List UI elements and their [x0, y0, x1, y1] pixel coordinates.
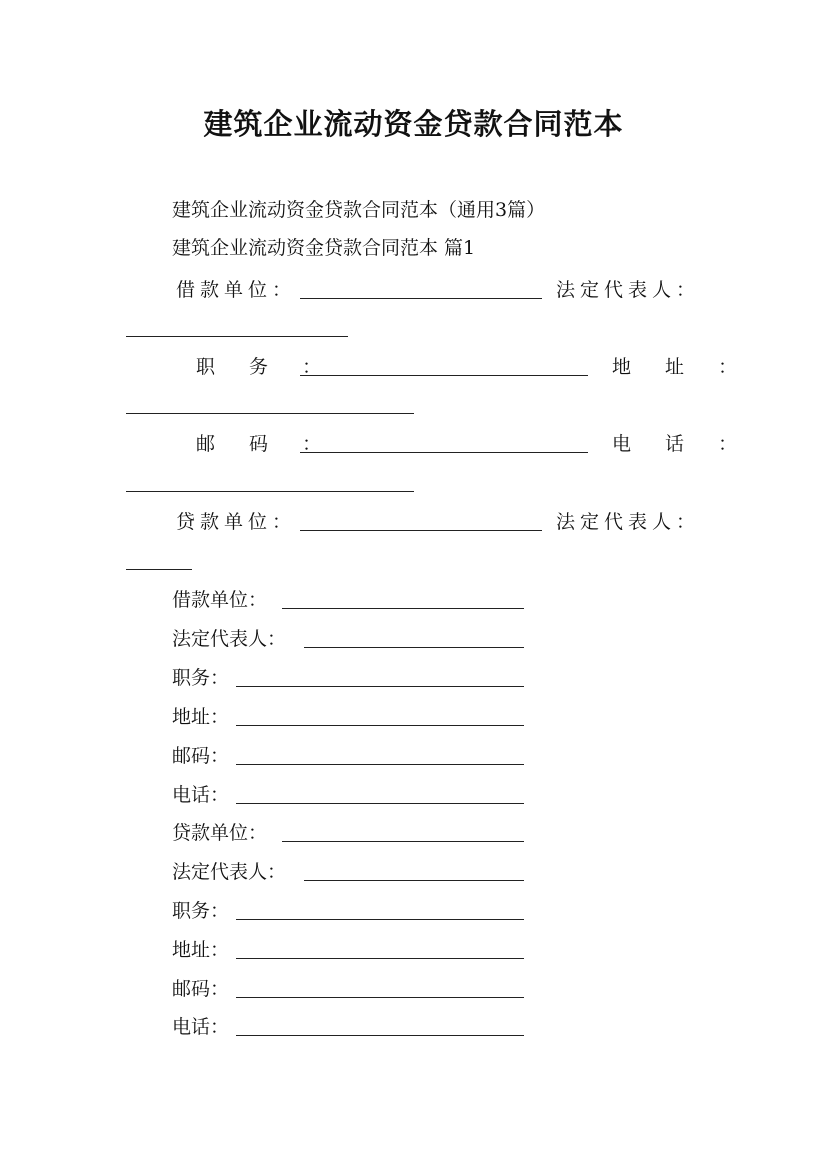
borrower-field-position-blank [236, 686, 524, 687]
address-label: 地 址 ： [612, 356, 752, 378]
legal-rep-blank [126, 336, 348, 337]
lender-unit-blank [300, 530, 542, 531]
position-blank [300, 375, 588, 376]
lender-field-phone: 电话： [172, 1016, 230, 1038]
borrower-field-phone-blank [236, 803, 524, 804]
lender-field-unit-blank [282, 841, 524, 842]
borrower-field-unit-blank [282, 608, 524, 609]
document-title: 建筑企业流动资金贷款合同范本 [203, 107, 624, 141]
lender-legal-rep-blank [126, 569, 192, 570]
lender-field-address: 地址： [172, 939, 230, 961]
lender-legal-rep-label: 法定代表人： [556, 511, 701, 533]
lender-field-legal-rep-blank [304, 880, 524, 881]
lender-field-position: 职务： [172, 900, 230, 922]
lender-field-legal-rep: 法定代表人： [172, 861, 287, 883]
borrower-field-address-blank [236, 725, 524, 726]
address-blank [126, 413, 414, 414]
section-heading: 建筑企业流动资金贷款合同范本 篇1 [172, 237, 476, 259]
borrower-field-address: 地址： [172, 706, 230, 728]
postcode-blank [300, 452, 588, 453]
postcode-label: 邮 码 ： [196, 433, 336, 455]
borrower-field-phone: 电话： [172, 784, 230, 806]
lender-field-unit: 贷款单位： [172, 822, 268, 844]
lender-field-postcode-blank [236, 997, 524, 998]
legal-rep-label: 法定代表人： [556, 279, 701, 301]
borrower-field-position: 职务： [172, 667, 230, 689]
borrower-field-postcode: 邮码： [172, 745, 230, 767]
borrower-field-legal-rep: 法定代表人： [172, 628, 287, 650]
borrower-field-postcode-blank [236, 764, 524, 765]
phone-label: 电 话 ： [612, 433, 752, 455]
borrower-field-unit: 借款单位： [172, 589, 268, 611]
lender-field-phone-blank [236, 1035, 524, 1036]
phone-blank [126, 491, 414, 492]
lender-unit-label: 贷款单位： [176, 511, 297, 533]
borrower-unit-label: 借款单位： [176, 279, 297, 301]
lender-field-address-blank [236, 958, 524, 959]
lender-field-position-blank [236, 919, 524, 920]
position-label: 职 务 ： [196, 356, 336, 378]
borrower-field-legal-rep-blank [304, 647, 524, 648]
borrower-unit-blank [300, 298, 542, 299]
document-subtitle: 建筑企业流动资金贷款合同范本（通用3篇） [172, 199, 546, 221]
lender-field-postcode: 邮码： [172, 978, 230, 1000]
